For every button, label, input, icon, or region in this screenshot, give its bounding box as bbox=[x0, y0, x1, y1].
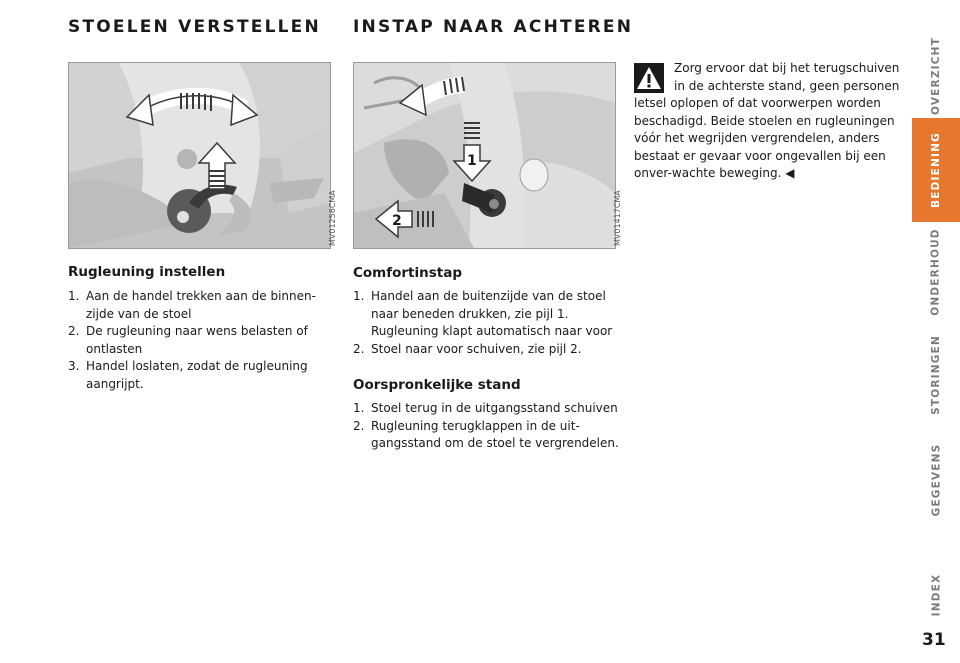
subheading-comfort-entry: Comfortinstap bbox=[353, 265, 463, 281]
seat-backrest-photo bbox=[68, 62, 331, 249]
end-marker-icon: ◀ bbox=[785, 166, 795, 180]
section-heading-seats: STOELEN VERSTELLEN bbox=[68, 17, 321, 37]
subheading-original-position: Oorspronkelijke stand bbox=[353, 377, 521, 393]
list-item: 2. De rugleuning naar wens belasten of ontlasten bbox=[68, 324, 308, 356]
list-item: 1. Handel aan de buitenzijde van de stoel naar beneden drukken, zie pijl 1. Rugleuning klapt automatisch naar voor bbox=[353, 289, 613, 338]
list-item: 2. Stoel naar voor schuiven, zie pijl 2. bbox=[353, 341, 582, 356]
seat-backrest-illustration bbox=[69, 63, 330, 248]
image-reference-left: MV01256CMA bbox=[328, 190, 337, 246]
section-heading-rear-entry: INSTAP NAAR ACHTEREN bbox=[353, 17, 634, 37]
subheading-backrest: Rugleuning instellen bbox=[68, 264, 226, 280]
list-item: 3. Handel loslaten, zodat de rugleuning aangrijpt. bbox=[68, 359, 308, 391]
warning-note bbox=[634, 60, 906, 183]
backrest-steps bbox=[68, 288, 330, 393]
list-item: 1. Stoel terug in de uitgangsstand schuiven bbox=[353, 401, 618, 415]
original-position-steps bbox=[353, 400, 629, 453]
page-number: 31 bbox=[922, 630, 946, 650]
tab-onderhoud[interactable]: ONDERHOUD bbox=[930, 228, 943, 316]
warning-text: Zorg ervoor dat bij het terugschuiven in de achterste stand, geen personen letsel oplopen of dat voorwerpen worden beschadigd. Beide stoelen en rugleuningen vóór het wegrijden vergrendelen, anders bestaat er gevaar voor ongevallen bij een onver-wachte beweging. ◀ bbox=[634, 61, 900, 180]
tab-gegevens[interactable]: GEGEVENS bbox=[930, 443, 942, 517]
arrow-label-1: 1 bbox=[467, 153, 477, 169]
list-item: 2. Rugleuning terugklappen in de uit-gangsstand om de stoel te vergrendelen. bbox=[353, 418, 619, 450]
rear-entry-illustration bbox=[354, 63, 615, 248]
tab-index[interactable]: INDEX bbox=[930, 573, 942, 617]
arrow-label-2: 2 bbox=[392, 213, 402, 229]
tab-storingen[interactable]: STORINGEN bbox=[930, 335, 942, 415]
tab-bediening[interactable]: BEDIENING bbox=[912, 118, 960, 222]
comfort-entry-steps bbox=[353, 288, 629, 358]
warning-triangle-icon bbox=[634, 63, 664, 93]
tab-overzicht[interactable]: OVERZICHT bbox=[930, 36, 943, 116]
list-item: 1. Aan de handel trekken aan de binnen-zijde van de stoel bbox=[68, 289, 316, 321]
chapter-sidebar bbox=[912, 0, 960, 663]
image-reference-middle: MV01417CMA bbox=[613, 190, 622, 246]
rear-entry-photo bbox=[353, 62, 616, 249]
